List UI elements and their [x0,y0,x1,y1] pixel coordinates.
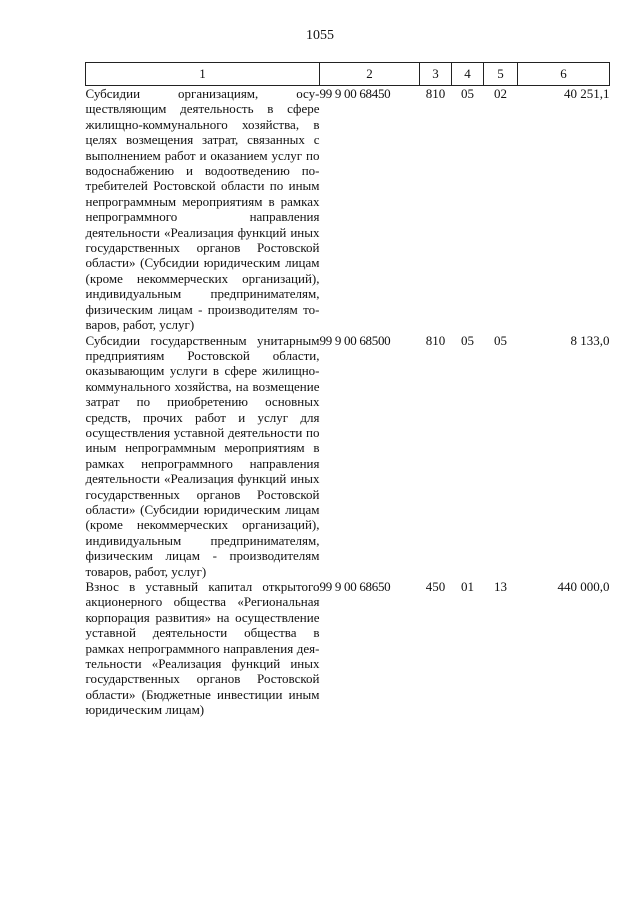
header-row [86,63,610,86]
row-col5: 13 [494,579,507,594]
row-col5: 02 [494,86,507,101]
column-header-3: 3 [420,63,452,86]
column-header-4: 4 [452,63,484,86]
row-col3: 450 [425,579,446,594]
column-header-1: 1 [86,63,320,86]
table-row [86,86,610,333]
column-header-5: 5 [484,63,518,86]
table-row [86,333,610,580]
row-description: Субсидии организациям, осуществляющим деятельность в сфере жилищно-коммунального хозяйства, в целях возмещения затрат, связанных с выполнением работ и оказанием услуг по водоснабжению и водоотведению потребителей Ростовской области по иным непрограммным мероприятиям в рамках непрограммного направления деятельности «Реализация функций иных государственных органов Ростовской области» (Субсидии юридическим лицам (кроме некоммерческих организаций), индивидуальным предпринимателям, физическим лицам - производителям товаров, работ, услуг) [85,86,320,333]
row-col3: 810 [425,332,446,348]
row-col5: 05 [494,332,507,348]
page-number: 1055 [306,28,334,43]
column-header-2: 2 [320,63,420,86]
column-header-6: 6 [518,63,610,86]
row-description: Субсидии государственным унитарным предприятиям Ростовской области, оказывающим услуги в сфере жилищно-коммунального хозяйства, на возмещение затрат по приобретению основных средств, прочих работ и услуг для осуществления уставной деятельности по иным непрограммным мероприятиям в рамках непрограммного направления деятельности «Реализация функций иных государственных органов Ростовской области» (Субсидии юридическим лицам (кроме некоммерческих организаций), индивидуальным предпринимателям, физическим лицам - производителям товаров, работ, услуг) [85,332,320,579]
row-col4: 01 [461,579,474,594]
row-amount: 440 000,0 [557,579,610,594]
row-amount: 40 251,1 [564,86,610,101]
row-amount: 8 133,0 [570,332,610,348]
row-target-code: 99 9 00 68500 [319,332,391,348]
row-col3: 810 [425,86,446,101]
row-col4: 05 [461,332,474,348]
budget-table [85,62,610,718]
row-target-code: 99 9 00 68450 [319,86,391,101]
table-row [86,579,610,718]
row-description: Взнос в уставный капитал открытого акционерного общества «Региональная корпорация развития» на осуществление уставной деятельности общества в рамках непрограммного направления деятельности «Реализация функций иных государственных органов Ростовской области» (Бюджетные инвестиции иным юридическим лицам) [85,579,320,718]
row-col4: 05 [461,86,474,101]
row-target-code: 99 9 00 68650 [319,579,391,594]
